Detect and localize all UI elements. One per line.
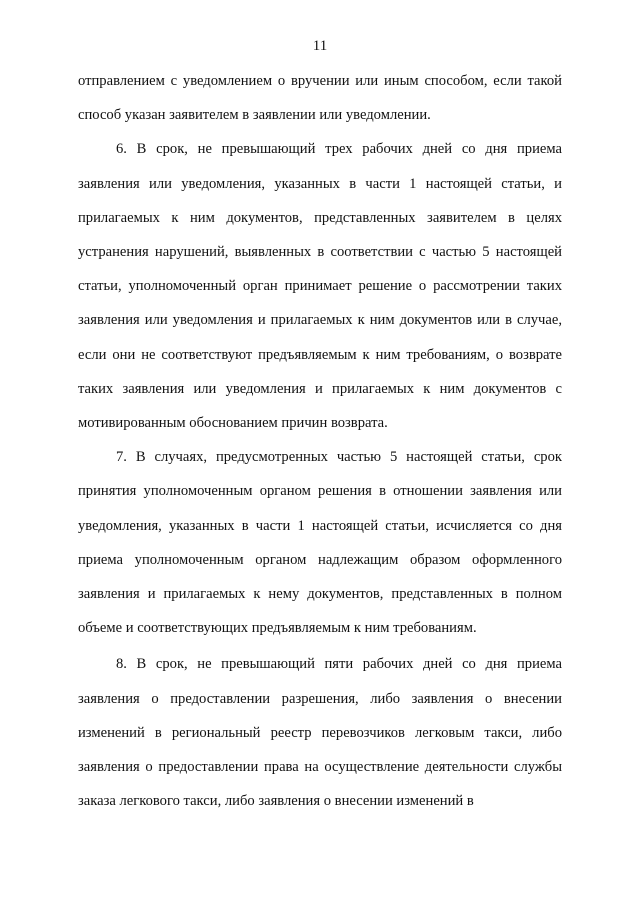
page-number: 11	[312, 38, 328, 54]
paragraph-6: 6. В срок, не превышающий трех рабочих дней со дня приема заявления или уведомления, указанных в части 1 настоящей статьи, и прилагаемых к ним документов, представленных заявителем в целях устранения нарушений, выявленных в соответствии с частью 5 настоящей статьи, уполномоченный орган принимает решение о рассмотрении таких заявления или уведомления и прилагаемых к ним документов или в случае, если они не соответствуют предъявляемым к ним требованиям, о возврате таких заявления или уведомления и прилагаемых к ним документов с мотивированным обоснованием причин возврата.	[78, 141, 562, 432]
paragraph-8: 8. В срок, не превышающий пяти рабочих дней со дня приема заявления о предоставлении разрешения, либо заявления о внесении изменений в региональный реестр перевозчиков легковым такси, либо заявления о предоставлении права на осуществление деятельности службы заказа легкового такси, либо заявления о внесении изменений в	[78, 656, 562, 810]
paragraph-continuation: отправлением с уведомлением о вручении или иным способом, если такой способ указан заявителем в заявлении или уведомлении.	[78, 73, 562, 124]
document-body	[78, 64, 562, 818]
paragraph-7: 7. В случаях, предусмотренных частью 5 настоящей статьи, срок принятия уполномоченным органом решения в отношении заявления или уведомления, указанных в части 1 настоящей статьи, исчисляется со дня приема уполномоченным органом надлежащим образом оформленного заявления и прилагаемых к нему документов, представленных в полном объеме и соответствующих предъявляемым к ним требованиям.	[78, 449, 562, 637]
